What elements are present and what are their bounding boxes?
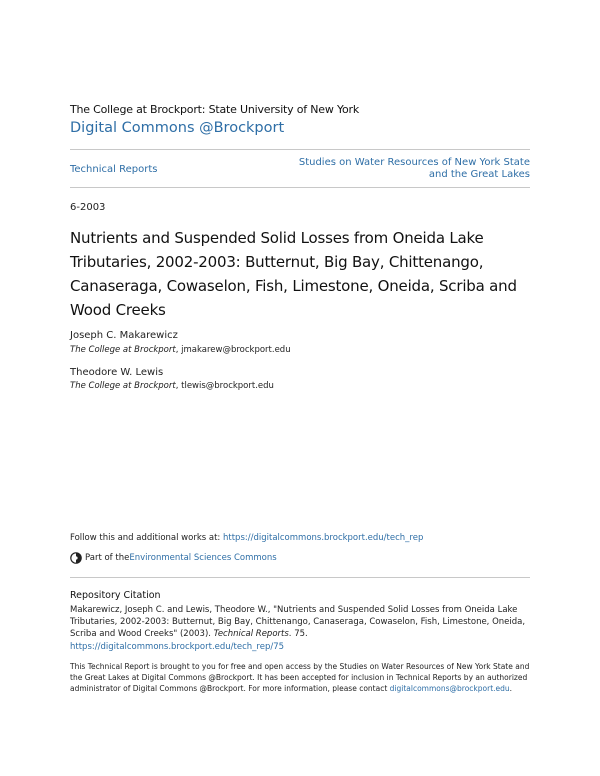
notice-text: This Technical Report is brought to you for free and open access by the Studies on Water Resources of New York State and the Great Lakes at Digital Commons @Brockport. It has been accepted for inclusion in Technical Reports by an authorized administrator of Digital Commons @Brockport. For more information, please contact	[70, 662, 530, 693]
creative-commons-icon	[70, 552, 82, 564]
document-title: Nutrients and Suspended Solid Losses from Oneida Lake Tributaries, 2002-2003: Butternut, Big Bay, Chittenango, Canaseraga, Cowaselon, Fish, Limestone, Oneida, Scriba and Wood Creeks	[70, 229, 517, 319]
divider	[70, 149, 530, 150]
citation-text	[70, 604, 530, 653]
affiliation-name: The College at Brockport	[70, 345, 176, 355]
environmental-sciences-commons-link[interactable]: Environmental Sciences Commons	[129, 553, 277, 563]
citation-url-link[interactable]: https://digitalcommons.brockport.edu/tech_rep/75	[70, 641, 285, 652]
author-affiliation	[70, 345, 291, 355]
citation-main: Makarewicz, Joseph C. and Lewis, Theodore W., "Nutrients and Suspended Solid Losses from Oneida Lake Tributaries, 2002-2003: Butternut, Big Bay, Chittenango, Canaseraga, Cowaselon, Fish, Limestone, Oneida, Scriba and Wood Creeks" (2003).	[70, 605, 526, 640]
partof-prefix: Part of the	[85, 553, 130, 563]
author-email: , jmakarew@brockport.edu	[175, 345, 291, 355]
follow-link[interactable]: https://digitalcommons.brockport.edu/tech_rep	[223, 533, 424, 543]
publication-date: 6-2003	[70, 202, 106, 213]
follow-line	[70, 533, 423, 543]
part-of-line	[70, 552, 277, 564]
author-affiliation	[70, 381, 274, 391]
notice-end: .	[509, 684, 513, 693]
access-notice	[70, 661, 530, 694]
repository-link[interactable]: Digital Commons @Brockport	[70, 120, 285, 136]
series-link-water-resources[interactable]: Studies on Water Resources of New York State and the Great Lakes	[298, 157, 530, 180]
citation-series: Technical Reports	[213, 629, 289, 640]
author-email: , tlewis@brockport.edu	[175, 381, 274, 391]
author-name: Theodore W. Lewis	[70, 367, 164, 378]
author-name: Joseph C. Makarewicz	[70, 330, 178, 341]
citation-number: . 75.	[288, 629, 308, 640]
divider	[70, 577, 530, 578]
divider	[70, 187, 530, 188]
institution-name: The College at Brockport: State University of New York	[70, 103, 360, 116]
series-link-technical-reports[interactable]: Technical Reports	[70, 164, 158, 175]
follow-prefix: Follow this and additional works at:	[70, 533, 223, 543]
contact-email-link[interactable]: digitalcommons@brockport.edu	[389, 684, 510, 693]
affiliation-name: The College at Brockport	[70, 381, 176, 391]
citation-heading: Repository Citation	[70, 590, 161, 601]
